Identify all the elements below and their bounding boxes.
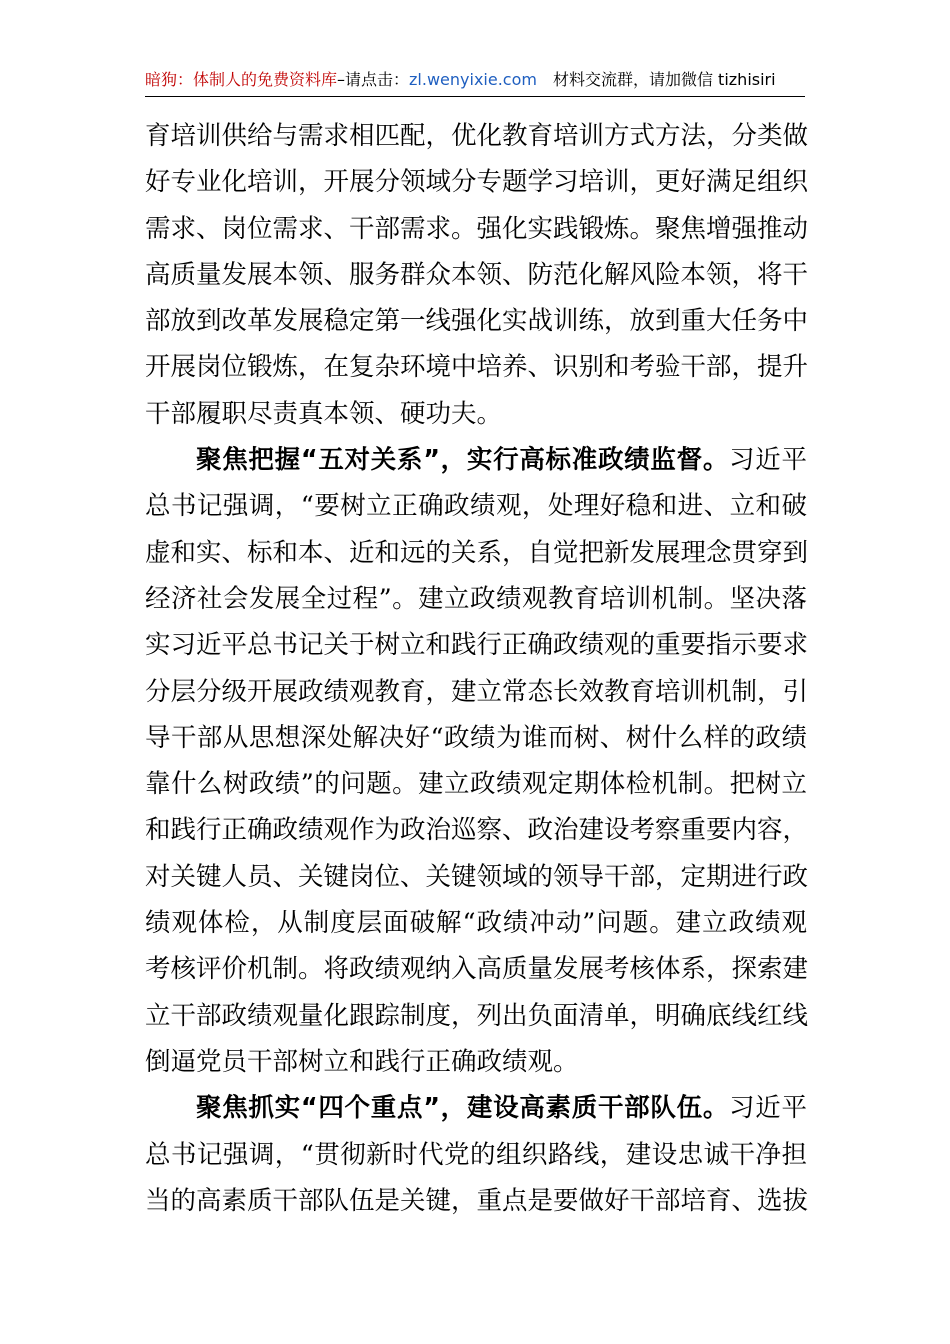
paragraph-heading: 聚焦抓实“四个重点”，建设高素质干部队伍。	[196, 1093, 730, 1124]
text-line: 分层分级开展政绩观教育，建立常态长效教育培训机制，引	[145, 676, 809, 707]
text-line: 考核评价机制。将政绩观纳入高质量发展考核体系，探索建	[145, 954, 809, 985]
header-link[interactable]: zl.wenyixie.com	[409, 70, 537, 89]
text-fragment: 习近平	[729, 445, 807, 476]
text-line: 好专业化培训，开展分领域分专题学习培训，更好满足组织	[145, 167, 809, 198]
text-line	[145, 437, 807, 483]
text-line: 立干部政绩观量化跟踪制度，列出负面清单，明确底线红线	[145, 1000, 809, 1031]
text-line	[145, 1085, 807, 1131]
text-line: 干部履职尽责真本领、硬功夫。	[145, 398, 503, 429]
text-line: 虚和实、标和本、近和远的关系，自觉把新发展理念贯穿到	[145, 537, 809, 568]
header-brand: 暗狗：体制人的免费资料库	[145, 70, 338, 89]
text-line: 部放到改革发展稳定第一线强化实战训练，放到重大任务中	[145, 306, 809, 337]
text-line: 倒逼党员干部树立和践行正确政绩观。	[145, 1046, 579, 1077]
text-line: 高质量发展本领、服务群众本领、防范化解风险本领，将干	[145, 259, 809, 290]
page-header	[145, 66, 805, 97]
text-line: 和践行正确政绩观作为政治巡察、政治建设考察重要内容，	[145, 815, 809, 846]
text-line: 总书记强调，“贯彻新时代党的组织路线，建设忠诚干净担	[145, 1139, 807, 1170]
paragraph-heading: 聚焦把握“五对关系”，实行高标准政绩监督。	[196, 445, 730, 476]
text-line: 经济社会发展全过程”。建立政绩观教育培训机制。坚决落	[145, 583, 807, 614]
text-line: 育培训供给与需求相匹配，优化教育培训方式方法，分类做	[145, 121, 809, 151]
text-line: 绩观体检，从制度层面破解“政绩冲动”问题。建立政绩观	[145, 908, 807, 939]
text-line: 实习近平总书记关于树立和践行正确政绩观的重要指示要求	[145, 630, 809, 661]
paragraph-cadre-team	[145, 1085, 807, 1224]
text-line: 导干部从思想深处解决好“政绩为谁而树、树什么样的政绩	[145, 722, 807, 753]
text-line: 对关键人员、关键岗位、关键领域的领导干部，定期进行政	[145, 861, 809, 892]
document-body	[145, 113, 807, 1224]
text-line: 靠什么树政绩”的问题。建立政绩观定期体检机制。把树立	[145, 769, 807, 800]
paragraph-performance-supervision	[145, 437, 807, 1085]
text-line: 开展岗位锻炼，在复杂环境中培养、识别和考验干部，提升	[145, 352, 809, 383]
paragraph-training	[145, 113, 807, 437]
header-wechat-note: 材料交流群，请加微信 tizhisiri	[552, 70, 776, 89]
text-line: 总书记强调，“要树立正确政绩观，处理好稳和进、立和破	[145, 491, 807, 522]
text-fragment: 习近平	[729, 1093, 807, 1124]
header-separator: –请点击：	[337, 70, 410, 89]
text-line: 需求、岗位需求、干部需求。强化实践锻炼。聚焦增强推动	[145, 213, 809, 244]
text-line: 当的高素质干部队伍是关键，重点是要做好干部培育、选拔	[145, 1185, 809, 1216]
